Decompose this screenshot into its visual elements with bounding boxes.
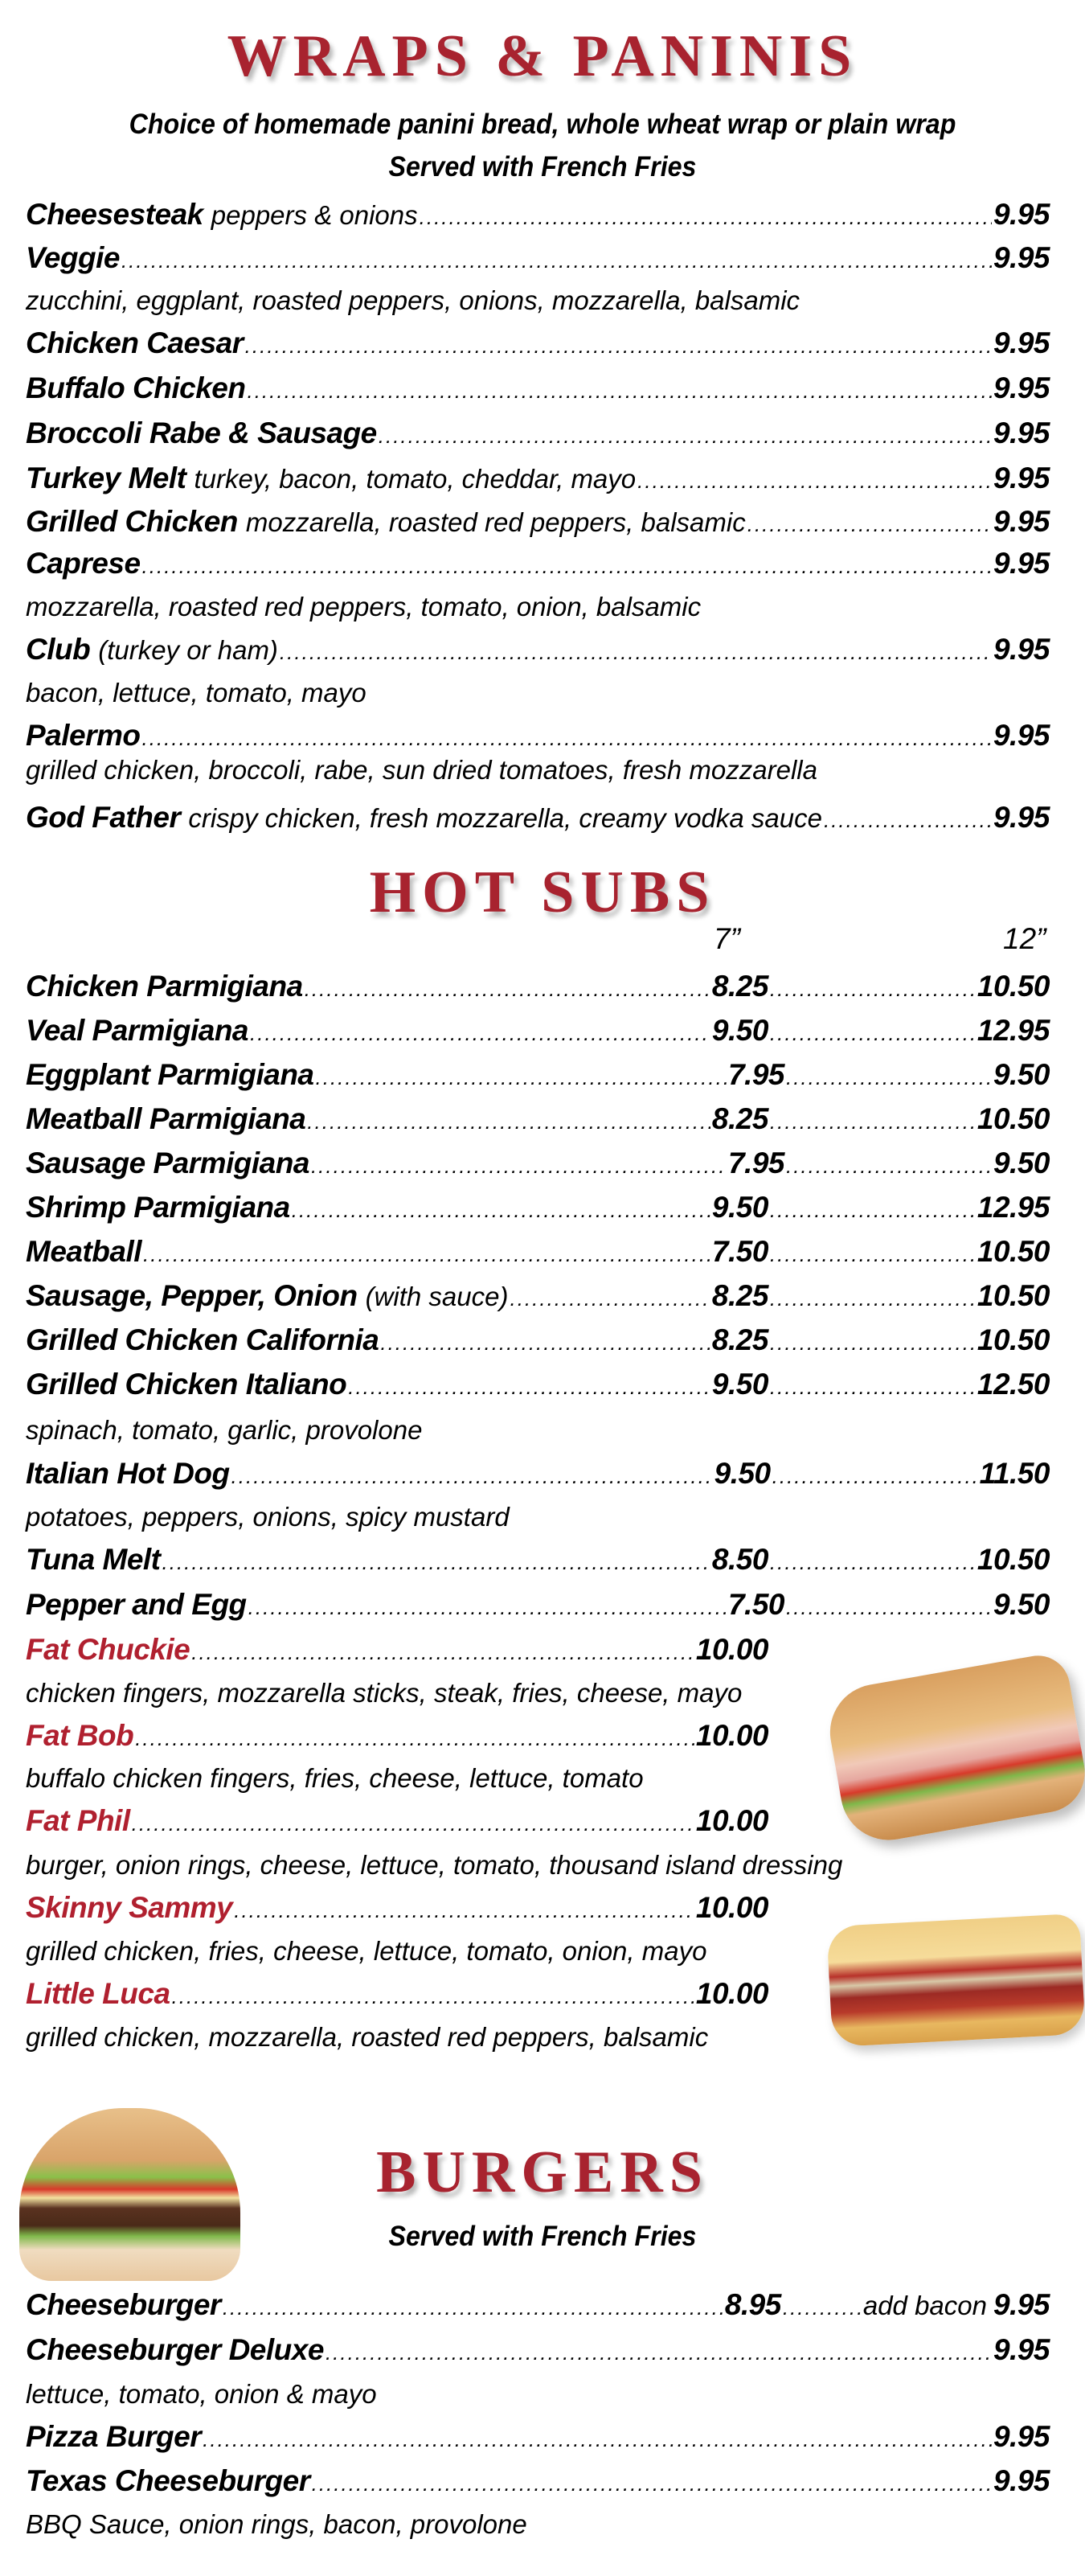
item-note: mozzarella, roasted red peppers, balsamic: [245, 507, 746, 537]
price-7-inch: 8.25: [711, 1279, 768, 1312]
item-price: 9.95: [993, 326, 1050, 359]
dot-leader: [135, 1718, 694, 1758]
item-note: turkey, bacon, tomato, cheddar, mayo: [194, 464, 637, 494]
price-12-inch: 11.50: [979, 1457, 1050, 1490]
menu-item-cheeseburger: [26, 2285, 1050, 2325]
item-description: bacon, lettuce, tomato, mayo: [26, 678, 366, 708]
item-price: 10.00: [695, 1977, 768, 2010]
item-description: mozzarella, roasted red peppers, tomato, onion, balsamic: [26, 592, 702, 621]
item-name: Meatball: [26, 1235, 142, 1268]
dot-leader: [510, 1278, 710, 1319]
item-name: Sausage, Pepper, Onion: [26, 1279, 358, 1312]
item-name: Cheesesteak: [26, 198, 203, 231]
menu-item-grilled-chicken: [26, 502, 1050, 542]
dot-leader: [380, 1323, 710, 1363]
item-price: 9.95: [993, 719, 1050, 752]
price-7-inch: 7.95: [727, 1058, 784, 1091]
item-price: 10.00: [695, 1633, 768, 1666]
item-price: 9.95: [993, 801, 1050, 834]
item-price: 9.95: [993, 505, 1050, 538]
dot-leader: [312, 2463, 992, 2504]
item-name: Pepper and Egg: [26, 1588, 247, 1621]
item-note: crispy chicken, fresh mozzarella, creamy vodka sauce: [188, 803, 822, 833]
hot-subs-title: HOT SUBS: [369, 859, 716, 925]
item-price: 9.95: [993, 2333, 1050, 2366]
dot-leader: [316, 1057, 727, 1097]
dot-leader: [172, 1976, 694, 2016]
burgers-subtitle: Served with French Fries: [388, 2221, 697, 2252]
item-price: 9.95: [993, 461, 1050, 494]
item-name: Grilled Chicken: [26, 505, 238, 538]
item-description: lettuce, tomato, onion & mayo: [26, 2379, 377, 2409]
menu-item-palermo: [26, 716, 1050, 756]
item-description: zucchini, eggplant, roasted peppers, onions, mozzarella, balsamic: [26, 285, 800, 315]
menu-item-veal-parmigiana: [26, 1011, 1050, 1051]
price-12-inch: 9.50: [993, 1588, 1050, 1621]
item-description: buffalo chicken fingers, fries, cheese, lettuce, tomato: [26, 1763, 644, 1793]
menu-item-veggie: [26, 238, 1050, 278]
menu-item-sausage-pepper-onion: [26, 1276, 1050, 1316]
dot-leader: [770, 1101, 976, 1142]
price-12-inch: 12.95: [976, 1191, 1050, 1224]
item-name: God Father: [26, 801, 181, 834]
dot-leader: [420, 197, 992, 237]
item-description: grilled chicken, mozzarella, roasted red peppers, balsamic: [26, 2022, 709, 2052]
dot-leader: [747, 504, 992, 544]
price-7-inch: 7.50: [711, 1235, 768, 1268]
item-price: 10.00: [695, 1804, 768, 1837]
price-12-inch: 9.50: [993, 1146, 1050, 1179]
price-7-inch: 8.25: [711, 970, 768, 1003]
price-7-inch: 9.50: [711, 1191, 768, 1224]
sub-sandwich-turkey-image: [822, 1651, 1085, 1848]
item-name: Fat Bob: [26, 1719, 134, 1752]
dot-leader: [234, 1890, 694, 1930]
dot-leader: [379, 416, 992, 456]
item-price: 9.95: [993, 633, 1050, 666]
menu-item-buffalo-chicken: [26, 368, 1050, 408]
dot-leader: [783, 2287, 862, 2328]
dot-leader: [247, 371, 992, 411]
item-name: Italian Hot Dog: [26, 1457, 230, 1490]
dot-leader: [250, 1013, 710, 1053]
item-name: Grilled Chicken California: [26, 1323, 379, 1356]
item-price: 10.00: [695, 1719, 768, 1752]
item-note: peppers & onions: [211, 200, 418, 230]
item-price: 9.95: [993, 416, 1050, 449]
dot-leader: [132, 1803, 694, 1844]
dot-leader: [248, 1587, 727, 1627]
sub-sandwich-salami-image: [826, 1914, 1085, 2047]
dot-leader: [770, 1190, 976, 1230]
menu-item-fat-chuckie: [26, 1630, 768, 1670]
dot-leader: [770, 1234, 976, 1274]
item-name: Veal Parmigiana: [26, 1014, 248, 1047]
dot-leader: [786, 1587, 992, 1627]
menu-item-shrimp-parmigiana: [26, 1188, 1050, 1228]
item-description: spinach, tomato, garlic, provolone: [26, 1415, 423, 1445]
item-name: Caprese: [26, 547, 141, 580]
menu-item-fat-bob: [26, 1716, 768, 1756]
price-7-inch: 7.95: [727, 1146, 784, 1179]
menu-item-grilled-chicken-italiano: [26, 1364, 1050, 1405]
menu-item-skinny-sammy: [26, 1888, 768, 1928]
item-name: Chicken Caesar: [26, 326, 244, 359]
item-name: Club: [26, 633, 91, 666]
item-name: Texas Cheeseburger: [26, 2464, 310, 2497]
dot-leader: [142, 546, 992, 586]
item-price: 9.95: [993, 2420, 1050, 2453]
dot-leader: [245, 326, 992, 366]
item-name: Skinny Sammy: [26, 1891, 233, 1924]
dot-leader: [203, 2419, 992, 2459]
item-description: grilled chicken, fries, cheese, lettuce, tomato, onion, mayo: [26, 1936, 707, 1966]
price-12-inch: 10.50: [976, 1543, 1050, 1576]
menu-item-eggplant-parmigiana: [26, 1055, 1050, 1095]
dot-leader: [770, 1367, 976, 1407]
dot-leader: [786, 1057, 992, 1097]
dot-leader: [223, 2287, 723, 2328]
price-12-inch: 10.50: [976, 1279, 1050, 1312]
item-name: Palermo: [26, 719, 141, 752]
menu-item-cheeseburger-deluxe: [26, 2330, 1050, 2370]
dot-leader: [121, 240, 992, 281]
item-description: burger, onion rings, cheese, lettuce, tomato, thousand island dressing: [26, 1850, 843, 1880]
wraps-title: WRAPS & PANINIS: [227, 23, 858, 89]
price-7-inch: 8.25: [711, 1102, 768, 1135]
item-name: Pizza Burger: [26, 2420, 202, 2453]
dot-leader: [772, 1456, 978, 1496]
price-12-inch: 9.50: [993, 1058, 1050, 1091]
addon-price: 9.95: [993, 2288, 1050, 2321]
dot-leader: [326, 2332, 992, 2373]
price-12-inch: 12.50: [976, 1368, 1050, 1401]
dot-leader: [770, 969, 976, 1009]
item-name: Chicken Parmigiana: [26, 970, 303, 1003]
item-name: Fat Chuckie: [26, 1633, 190, 1666]
price-7-inch: 8.50: [711, 1543, 768, 1576]
dot-leader: [143, 1234, 710, 1274]
price-12-inch: 10.50: [976, 970, 1050, 1003]
item-name: Veggie: [26, 241, 120, 274]
item-price: 10.00: [695, 1891, 768, 1924]
menu-item-turkey-melt: [26, 458, 1050, 498]
menu-item-god-father: [26, 798, 1050, 838]
price-7-inch: 9.50: [711, 1368, 768, 1401]
dot-leader: [191, 1632, 694, 1672]
dot-leader: [307, 1101, 710, 1142]
menu-item-broccoli-rabe-sausage: [26, 413, 1050, 453]
price-7-inch: 9.50: [714, 1457, 771, 1490]
menu-item-meatball: [26, 1232, 1050, 1272]
menu-item-fat-phil: [26, 1801, 768, 1841]
menu-item-chicken-caesar: [26, 323, 1050, 363]
item-name: Fat Phil: [26, 1804, 130, 1837]
item-name: Broccoli Rabe & Sausage: [26, 416, 377, 449]
item-description: potatoes, peppers, onions, spicy mustard: [26, 1502, 510, 1532]
item-description: chicken fingers, mozzarella sticks, steak, fries, cheese, mayo: [26, 1678, 743, 1708]
dot-leader: [280, 632, 992, 672]
menu-item-texas-cheeseburger: [26, 2461, 1050, 2501]
dot-leader: [770, 1542, 976, 1582]
item-name: Shrimp Parmigiana: [26, 1191, 290, 1224]
menu-item-pizza-burger: [26, 2417, 1050, 2457]
item-description: grilled chicken, broccoli, rabe, sun dried tomatoes, fresh mozzarella: [26, 755, 817, 785]
dot-leader: [770, 1278, 976, 1319]
burgers-title: BURGERS: [376, 2139, 709, 2205]
menu-item-grilled-chicken-california: [26, 1320, 1050, 1360]
price-12-inch: 10.50: [976, 1323, 1050, 1356]
menu-item-sausage-parmigiana: [26, 1143, 1050, 1183]
dot-leader: [770, 1013, 976, 1053]
item-price: 9.95: [993, 241, 1050, 274]
dot-leader: [162, 1542, 710, 1582]
menu-item-pepper-and-egg: [26, 1585, 1050, 1625]
menu-item-meatball-parmigiana: [26, 1099, 1050, 1139]
dot-leader: [348, 1367, 710, 1407]
dot-leader: [305, 969, 710, 1009]
menu-item-club: [26, 630, 1050, 670]
dot-leader: [786, 1146, 992, 1186]
dot-leader: [637, 461, 992, 501]
wraps-subtitle-fries: Served with French Fries: [388, 151, 697, 183]
item-name: Tuna Melt: [26, 1543, 161, 1576]
item-price: 8.95: [724, 2288, 781, 2321]
wraps-subtitle-bread: Choice of homemade panini bread, whole wheat wrap or plain wrap: [129, 109, 956, 140]
item-note: (turkey or ham): [98, 635, 278, 665]
price-7-inch: 7.50: [727, 1588, 784, 1621]
menu-item-tuna-melt: [26, 1540, 1050, 1580]
size-header-7-inch: 7”: [714, 922, 740, 955]
menu-item-cheesesteak: [26, 195, 1050, 235]
menu-item-chicken-parmigiana: [26, 966, 1050, 1007]
item-name: Meatball Parmigiana: [26, 1102, 306, 1135]
price-12-inch: 12.95: [976, 1014, 1050, 1047]
price-7-inch: 9.50: [711, 1014, 768, 1047]
item-description: BBQ Sauce, onion rings, bacon, provolone: [26, 2509, 527, 2539]
price-12-inch: 10.50: [976, 1102, 1050, 1135]
item-note: (with sauce): [365, 1282, 509, 1311]
price-12-inch: 10.50: [976, 1235, 1050, 1268]
item-name: Cheeseburger Deluxe: [26, 2333, 324, 2366]
item-price: 9.95: [993, 198, 1050, 231]
dot-leader: [311, 1146, 727, 1186]
dot-leader: [824, 800, 992, 840]
menu-item-italian-hot-dog: [26, 1454, 1050, 1494]
item-name: Buffalo Chicken: [26, 371, 246, 404]
menu-item-little-luca: [26, 1974, 768, 2014]
item-name: Turkey Melt: [26, 461, 186, 494]
dot-leader: [231, 1456, 713, 1496]
item-name: Eggplant Parmigiana: [26, 1058, 314, 1091]
item-name: Sausage Parmigiana: [26, 1146, 309, 1179]
menu-item-caprese: [26, 544, 1050, 584]
item-name: Cheeseburger: [26, 2288, 221, 2321]
item-price: 9.95: [993, 371, 1050, 404]
size-header-12-inch: 12”: [1003, 922, 1046, 955]
addon-label: add bacon: [862, 2291, 987, 2320]
dot-leader: [770, 1323, 976, 1363]
item-name: Grilled Chicken Italiano: [26, 1368, 347, 1401]
item-name: Little Luca: [26, 1977, 170, 2010]
price-7-inch: 8.25: [711, 1323, 768, 1356]
item-price: 9.95: [993, 2464, 1050, 2497]
dot-leader: [292, 1190, 710, 1230]
item-price: 9.95: [993, 547, 1050, 580]
